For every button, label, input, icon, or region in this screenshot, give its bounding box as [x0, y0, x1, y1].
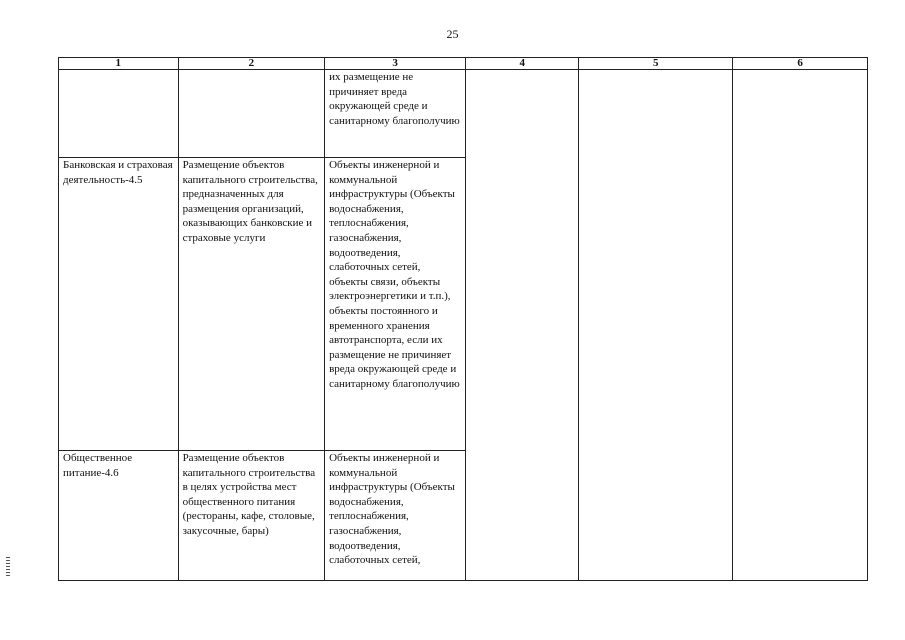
- header-row: [59, 58, 868, 70]
- land-use-table: [58, 57, 868, 581]
- cell-use-type: Общественное питание-4.6: [59, 451, 179, 581]
- column-header-5: 5: [579, 58, 733, 70]
- cell-column-4: [466, 70, 579, 581]
- column-header-6: 6: [733, 58, 868, 70]
- column-header-1: 1: [59, 58, 179, 70]
- cell-use-description: [178, 70, 325, 158]
- cell-auxiliary-uses: их размещение не причиняет вреда окружающей среде и санитарному благополучию: [325, 70, 466, 158]
- cell-column-5: [579, 70, 733, 581]
- column-header-4: 4: [466, 58, 579, 70]
- page-number: 25: [446, 27, 459, 41]
- cell-use-description: Размещение объектов капитального строительства, предназначенных для размещения организаций, оказывающих банковские и страховые услуги: [178, 158, 325, 451]
- column-header-2: 2: [178, 58, 325, 70]
- cell-use-type: Банковская и страховая деятельность-4.5: [59, 158, 179, 451]
- cell-use-description: Размещение объектов капитального строительства в целях устройства мест общественного питания (рестораны, кафе, столовые, закусочные, бары): [178, 451, 325, 581]
- cell-column-6: [733, 70, 868, 581]
- table-row: [59, 70, 868, 158]
- cell-use-type: [59, 70, 179, 158]
- cell-auxiliary-uses: Объекты инженерной и коммунальной инфраструктуры (Объекты водоснабжения, теплоснабжения, газоснабжения, водоотведения, слаботочных сетей,: [325, 451, 466, 581]
- scan-margin-mark: [6, 557, 10, 577]
- column-header-3: 3: [325, 58, 466, 70]
- cell-auxiliary-uses: Объекты инженерной и коммунальной инфраструктуры (Объекты водоснабжения, теплоснабжения, газоснабжения, водоотведения, слаботочных сетей, объекты связи, объекты электроэнергетики и т.п.), объекты постоянного и временного хранения автотранспорта, если их размещение не причиняет вреда окружающей среде и санитарному благополучию: [325, 158, 466, 451]
